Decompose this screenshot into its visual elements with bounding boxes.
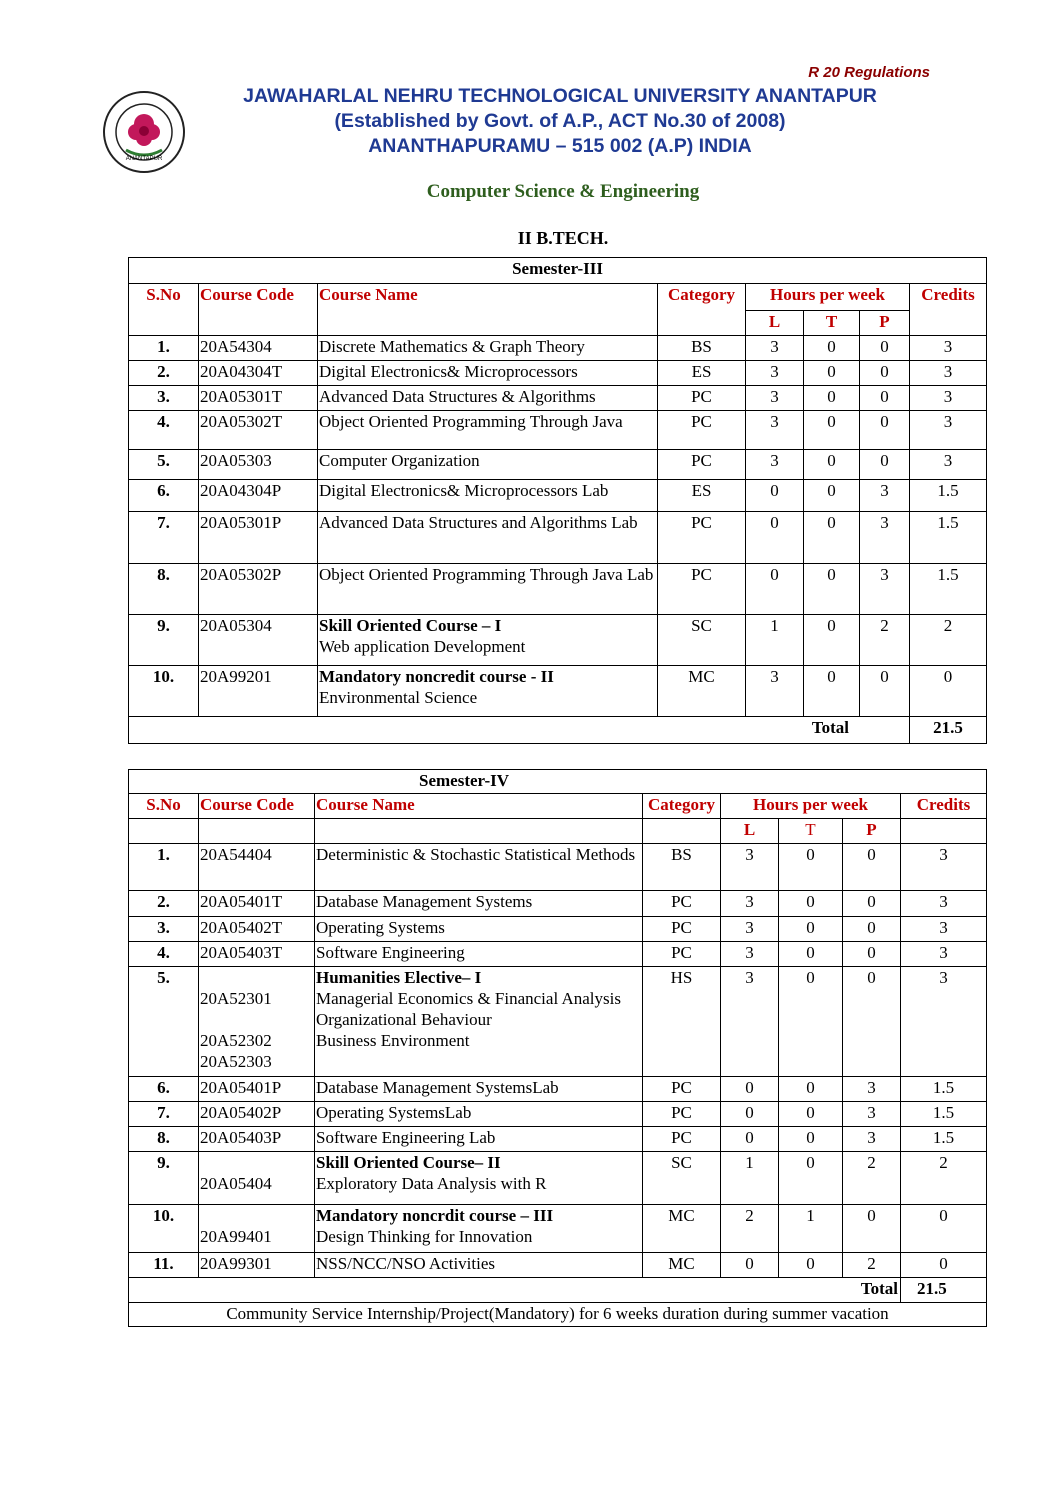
table-row: [129, 1205, 987, 1253]
semester-3-total-value: 21.5: [910, 717, 987, 744]
col-p: P: [843, 819, 901, 844]
row-name: [315, 1205, 643, 1253]
row-name-text: Discrete Mathematics & Graph Theory: [319, 337, 585, 356]
row-t: 0: [779, 942, 843, 967]
row-l: 3: [721, 942, 779, 967]
internship-note: Community Service Internship/Project(Mandatory) for 6 weeks duration during summer vacation: [129, 1303, 987, 1327]
row-name: [315, 1077, 643, 1102]
row-p: 0: [843, 967, 901, 1077]
row-code: 20A05303: [199, 450, 318, 480]
row-name-bold: Mandatory noncrdit course – III: [316, 1206, 554, 1225]
row-name: [318, 615, 658, 666]
row-t: 0: [804, 564, 860, 615]
row-t: 0: [779, 967, 843, 1077]
col-name: Course Name: [318, 284, 658, 336]
row-l: 3: [746, 336, 804, 361]
row-code: 20A99301: [199, 1253, 315, 1278]
row-sno: 8.: [129, 1127, 199, 1152]
row-l: 2: [721, 1205, 779, 1253]
row-t: 0: [779, 891, 843, 917]
row-sno: 9.: [129, 1152, 199, 1205]
row-category: ES: [658, 480, 746, 512]
row-category: HS: [643, 967, 721, 1077]
row-name: [315, 967, 643, 1077]
row-sno: 4.: [129, 411, 199, 450]
row-credits: 3: [910, 361, 987, 386]
row-l: 3: [746, 450, 804, 480]
table-row: [129, 450, 987, 480]
row-category: PC: [643, 1102, 721, 1127]
row-name-text: Advanced Data Structures & Algorithms: [319, 387, 596, 406]
row-p: 0: [843, 891, 901, 917]
row-name: [315, 1127, 643, 1152]
row-credits: 3: [910, 450, 987, 480]
row-name: [318, 336, 658, 361]
row-name-text: Operating Systems: [316, 918, 445, 937]
row-p: 3: [843, 1102, 901, 1127]
row-name-text: Digital Electronics& Microprocessors: [319, 362, 578, 381]
table-row: [129, 564, 987, 615]
row-credits: 3: [901, 942, 987, 967]
row-code-text: 20A99401: [200, 1227, 272, 1246]
row-p: 0: [843, 917, 901, 942]
row-t: 0: [804, 386, 860, 411]
row-sno: 6.: [129, 1077, 199, 1102]
row-p: 2: [860, 615, 910, 666]
row-name: [315, 891, 643, 917]
row-credits: 3: [901, 967, 987, 1077]
row-category: SC: [643, 1152, 721, 1205]
row-credits: 3: [901, 891, 987, 917]
row-p: 0: [843, 942, 901, 967]
semester-4-total-value: 21.5: [901, 1278, 987, 1303]
row-sno: 3.: [129, 386, 199, 411]
row-credits: 1.5: [910, 512, 987, 564]
row-credits: 1.5: [910, 480, 987, 512]
row-l: 0: [721, 1077, 779, 1102]
row-t: 0: [804, 666, 860, 717]
row-sno: 7.: [129, 512, 199, 564]
row-name-text: Deterministic & Stochastic Statistical Methods: [316, 845, 636, 864]
row-name-bold: Mandatory noncredit course - II: [319, 667, 554, 686]
row-l: 0: [721, 1253, 779, 1278]
row-sno: 9.: [129, 615, 199, 666]
row-name-text: NSS/NCC/NSO Activities: [316, 1254, 496, 1273]
row-sno: 4.: [129, 942, 199, 967]
row-name: [318, 450, 658, 480]
row-name: [315, 917, 643, 942]
row-category: PC: [643, 891, 721, 917]
row-l: 3: [746, 361, 804, 386]
row-name: [318, 666, 658, 717]
row-p: 3: [860, 512, 910, 564]
col-hours: Hours per week: [746, 284, 910, 311]
row-p: 3: [860, 564, 910, 615]
row-t: 0: [804, 411, 860, 450]
row-name: [318, 411, 658, 450]
regulations-label: R 20 Regulations: [808, 64, 930, 81]
row-name-text: Advanced Data Structures and Algorithms Lab: [319, 513, 638, 532]
row-l: 0: [721, 1127, 779, 1152]
row-name: [318, 512, 658, 564]
table-row-elective: [129, 967, 987, 1077]
row-code: [199, 967, 315, 1077]
row-l: 3: [721, 967, 779, 1077]
table-row: [129, 844, 987, 891]
row-t: 0: [779, 1077, 843, 1102]
row-category: MC: [643, 1253, 721, 1278]
col-code: Course Code: [199, 284, 318, 336]
row-credits: 1.5: [910, 564, 987, 615]
elective-name: Business Environment: [316, 1031, 470, 1050]
row-code: 20A54404: [199, 844, 315, 891]
row-sno: 5.: [129, 967, 199, 1077]
table-row: [129, 411, 987, 450]
row-t: 0: [804, 512, 860, 564]
col-sno: S.No: [129, 794, 199, 819]
row-name-text: Object Oriented Programming Through Java: [319, 412, 623, 431]
row-sno: 3.: [129, 917, 199, 942]
row-t: 0: [804, 336, 860, 361]
row-code: 20A05302T: [199, 411, 318, 450]
row-name: [318, 564, 658, 615]
row-category: ES: [658, 361, 746, 386]
row-name-bold: Skill Oriented Course– II: [316, 1153, 501, 1172]
row-code-text: 20A05404: [200, 1174, 272, 1193]
row-name-text: Operating SystemsLab: [316, 1103, 472, 1122]
table-row: [129, 942, 987, 967]
row-sno: 10.: [129, 1205, 199, 1253]
table-row: [129, 917, 987, 942]
university-header: [190, 84, 930, 159]
row-category: MC: [658, 666, 746, 717]
row-category: PC: [643, 917, 721, 942]
university-name: JAWAHARLAL NEHRU TECHNOLOGICAL UNIVERSITY ANANTAPUR: [243, 85, 877, 107]
row-name: [318, 480, 658, 512]
row-category: PC: [658, 450, 746, 480]
row-code: 20A05401P: [199, 1077, 315, 1102]
table-row: [129, 336, 987, 361]
row-sno: 11.: [129, 1253, 199, 1278]
row-t: 1: [779, 1205, 843, 1253]
row-p: 0: [860, 411, 910, 450]
row-category: PC: [643, 942, 721, 967]
col-l: L: [746, 311, 804, 336]
col-t: T: [804, 311, 860, 336]
row-name-text: Object Oriented Programming Through Java Lab: [319, 565, 654, 584]
row-l: 0: [746, 480, 804, 512]
row-code: [199, 1152, 315, 1205]
row-credits: 3: [901, 917, 987, 942]
table-row: [129, 361, 987, 386]
col-category: Category: [643, 794, 721, 819]
row-sno: 7.: [129, 1102, 199, 1127]
row-p: 3: [843, 1077, 901, 1102]
row-name-text: Design Thinking for Innovation: [316, 1227, 533, 1246]
row-credits: 1.5: [901, 1127, 987, 1152]
row-t: 0: [779, 1102, 843, 1127]
table-row: [129, 386, 987, 411]
row-p: 2: [843, 1253, 901, 1278]
row-code: 20A54304: [199, 336, 318, 361]
row-credits: 0: [901, 1205, 987, 1253]
row-name-text: Software Engineering: [316, 943, 465, 962]
row-credits: 2: [901, 1152, 987, 1205]
row-category: MC: [643, 1205, 721, 1253]
col-p: P: [860, 311, 910, 336]
row-credits: 0: [901, 1253, 987, 1278]
department-title: Computer Science & Engineering: [426, 181, 700, 202]
table-row: [129, 891, 987, 917]
col-category: Category: [658, 284, 746, 336]
table-row: [129, 666, 987, 717]
elective-name: Managerial Economics & Financial Analysis: [316, 989, 621, 1008]
col-t: T: [779, 819, 843, 844]
table-row: [129, 1253, 987, 1278]
row-l: 3: [721, 917, 779, 942]
row-l: 3: [746, 411, 804, 450]
table-row: [129, 1102, 987, 1127]
row-code: 20A05403P: [199, 1127, 315, 1152]
row-name: [315, 1152, 643, 1205]
col-credits: Credits: [910, 284, 987, 336]
row-code: 20A05403T: [199, 942, 315, 967]
row-p: 0: [860, 666, 910, 717]
row-name-text: Web application Development: [319, 637, 526, 656]
row-sno: 2.: [129, 361, 199, 386]
row-p: 0: [860, 386, 910, 411]
row-credits: 1.5: [901, 1102, 987, 1127]
row-p: 2: [843, 1152, 901, 1205]
row-l: 1: [721, 1152, 779, 1205]
elective-name: Organizational Behaviour: [316, 1010, 492, 1029]
row-category: PC: [658, 564, 746, 615]
elective-code: 20A52303: [200, 1052, 272, 1071]
university-established: (Established by Govt. of A.P., ACT No.30 of 2008): [334, 110, 786, 132]
row-credits: 3: [901, 844, 987, 891]
row-p: 0: [843, 844, 901, 891]
row-name: [315, 844, 643, 891]
row-name: [318, 361, 658, 386]
row-credits: 0: [910, 666, 987, 717]
row-code: 20A05301P: [199, 512, 318, 564]
col-l: L: [721, 819, 779, 844]
col-code: Course Code: [199, 794, 315, 819]
row-category: PC: [643, 1127, 721, 1152]
row-category: BS: [643, 844, 721, 891]
row-code: 20A05402P: [199, 1102, 315, 1127]
row-category: PC: [643, 1077, 721, 1102]
row-name: [315, 1253, 643, 1278]
row-name-text: Software Engineering Lab: [316, 1128, 496, 1147]
row-p: 3: [843, 1127, 901, 1152]
table-row: [129, 1127, 987, 1152]
row-sno: 1.: [129, 336, 199, 361]
row-l: 0: [721, 1102, 779, 1127]
year-title: II B.TECH.: [517, 228, 609, 248]
university-address: ANANTHAPURAMU – 515 002 (A.P) INDIA: [368, 135, 752, 157]
row-code: 20A99201: [199, 666, 318, 717]
semester-3-table: [128, 257, 987, 744]
row-t: 0: [804, 480, 860, 512]
row-l: 3: [746, 386, 804, 411]
row-credits: 3: [910, 411, 987, 450]
row-code: 20A05301T: [199, 386, 318, 411]
row-p: 0: [843, 1205, 901, 1253]
row-name: [315, 1102, 643, 1127]
col-sno: S.No: [129, 284, 199, 336]
row-name-text: Database Management Systems: [316, 892, 533, 911]
col-credits: Credits: [901, 794, 987, 819]
row-sno: 10.: [129, 666, 199, 717]
semester-4-total-label: Total: [129, 1278, 901, 1303]
col-hours: Hours per week: [721, 794, 901, 819]
row-code: 20A04304P: [199, 480, 318, 512]
semester-3-title: Semester-III: [129, 258, 987, 284]
row-code: 20A05401T: [199, 891, 315, 917]
row-code: 20A04304T: [199, 361, 318, 386]
row-credits: 2: [910, 615, 987, 666]
row-name-bold: Humanities Elective– I: [316, 968, 482, 987]
row-code: [199, 1205, 315, 1253]
semester-4-title: Semester-IV: [129, 770, 987, 794]
row-name: [318, 386, 658, 411]
row-t: 0: [804, 450, 860, 480]
row-p: 0: [860, 361, 910, 386]
row-l: 3: [721, 844, 779, 891]
row-t: 0: [779, 1127, 843, 1152]
row-t: 0: [779, 1152, 843, 1205]
elective-code: 20A52302: [200, 1031, 272, 1050]
row-l: 3: [721, 891, 779, 917]
row-p: 0: [860, 336, 910, 361]
row-name-text: Computer Organization: [319, 451, 480, 470]
row-sno: 2.: [129, 891, 199, 917]
row-credits: 3: [910, 336, 987, 361]
row-name-text: Database Management SystemsLab: [316, 1078, 559, 1097]
row-code: 20A05302P: [199, 564, 318, 615]
row-t: 0: [804, 615, 860, 666]
row-l: 0: [746, 564, 804, 615]
row-credits: 1.5: [901, 1077, 987, 1102]
col-name: Course Name: [315, 794, 643, 819]
semester-3-total-label: Total: [129, 717, 910, 744]
table-row: [129, 615, 987, 666]
row-code: 20A05304: [199, 615, 318, 666]
row-name-bold: Skill Oriented Course – I: [319, 616, 502, 635]
table-row: [129, 480, 987, 512]
row-p: 0: [860, 450, 910, 480]
semester-4-table: [128, 769, 987, 1327]
elective-code: 20A52301: [200, 989, 272, 1008]
row-name: [315, 942, 643, 967]
row-name-text: Exploratory Data Analysis with R: [316, 1174, 547, 1193]
row-name-text: Environmental Science: [319, 688, 478, 707]
row-t: 0: [804, 361, 860, 386]
row-category: PC: [658, 386, 746, 411]
row-t: 0: [779, 917, 843, 942]
table-row: [129, 512, 987, 564]
row-p: 3: [860, 480, 910, 512]
row-l: 3: [746, 666, 804, 717]
row-l: 0: [746, 512, 804, 564]
table-row: [129, 1077, 987, 1102]
row-t: 0: [779, 1253, 843, 1278]
row-code: 20A05402T: [199, 917, 315, 942]
svg-text:ANANTAPUR: ANANTAPUR: [125, 156, 163, 162]
row-sno: 6.: [129, 480, 199, 512]
row-sno: 8.: [129, 564, 199, 615]
row-category: SC: [658, 615, 746, 666]
row-category: PC: [658, 512, 746, 564]
university-seal-icon: [96, 88, 192, 184]
row-sno: 5.: [129, 450, 199, 480]
table-row: [129, 1152, 987, 1205]
row-name-text: Digital Electronics& Microprocessors Lab: [319, 481, 609, 500]
row-l: 1: [746, 615, 804, 666]
row-category: PC: [658, 411, 746, 450]
row-category: BS: [658, 336, 746, 361]
row-sno: 1.: [129, 844, 199, 891]
row-t: 0: [779, 844, 843, 891]
row-credits: 3: [910, 386, 987, 411]
